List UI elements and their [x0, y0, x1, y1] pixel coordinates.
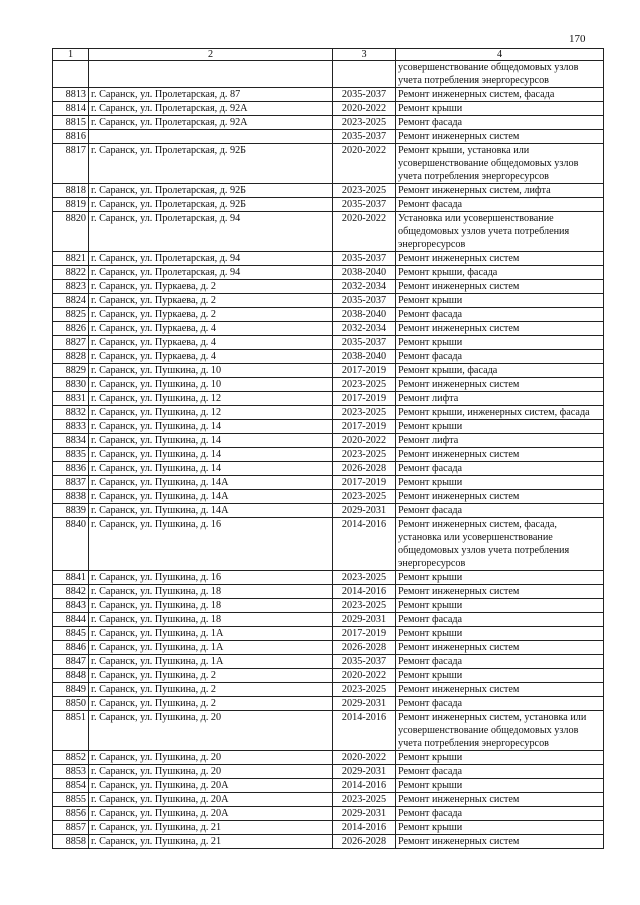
table-row	[53, 434, 604, 448]
period-cell: 2017-2019	[333, 627, 396, 641]
table-row	[53, 821, 604, 835]
period-cell	[333, 61, 396, 88]
period-cell: 2029-2031	[333, 613, 396, 627]
row-number-cell: 8848	[53, 669, 89, 683]
address-cell: г. Саранск, ул. Пушкина, д. 20	[89, 751, 333, 765]
address-cell: г. Саранск, ул. Пушкина, д. 2	[89, 697, 333, 711]
table-row	[53, 793, 604, 807]
period-cell: 2035-2037	[333, 88, 396, 102]
period-cell: 2038-2040	[333, 266, 396, 280]
table-row	[53, 252, 604, 266]
row-number-cell: 8834	[53, 434, 89, 448]
work-type-cell: Ремонт фасада	[396, 504, 604, 518]
table-row	[53, 683, 604, 697]
work-type-cell: Ремонт крыши, фасада	[396, 266, 604, 280]
period-cell: 2026-2028	[333, 835, 396, 849]
table-row	[53, 476, 604, 490]
work-type-cell: Ремонт инженерных систем	[396, 448, 604, 462]
table-row	[53, 88, 604, 102]
address-cell: г. Саранск, ул. Пушкина, д. 10	[89, 364, 333, 378]
table-row	[53, 599, 604, 613]
period-cell: 2035-2037	[333, 130, 396, 144]
table-row	[53, 364, 604, 378]
table-row	[53, 266, 604, 280]
address-cell: г. Саранск, ул. Пролетарская, д. 94	[89, 212, 333, 252]
address-cell: г. Саранск, ул. Пуркаева, д. 4	[89, 336, 333, 350]
address-cell: г. Саранск, ул. Пушкина, д. 14А	[89, 490, 333, 504]
table-row	[53, 779, 604, 793]
table-row	[53, 669, 604, 683]
work-type-cell: Ремонт крыши	[396, 779, 604, 793]
table-row	[53, 336, 604, 350]
address-cell: г. Саранск, ул. Пролетарская, д. 94	[89, 266, 333, 280]
table-row	[53, 518, 604, 571]
address-cell: г. Саранск, ул. Пушкина, д. 21	[89, 821, 333, 835]
period-cell: 2017-2019	[333, 364, 396, 378]
row-number-cell: 8851	[53, 711, 89, 751]
address-cell: г. Саранск, ул. Пушкина, д. 16	[89, 571, 333, 585]
table-row	[53, 102, 604, 116]
row-number-cell: 8847	[53, 655, 89, 669]
row-number-cell: 8823	[53, 280, 89, 294]
address-cell: г. Саранск, ул. Пушкина, д. 10	[89, 378, 333, 392]
row-number-cell: 8855	[53, 793, 89, 807]
period-cell: 2014-2016	[333, 821, 396, 835]
address-cell: г. Саранск, ул. Пушкина, д. 12	[89, 406, 333, 420]
table-row	[53, 406, 604, 420]
row-number-cell: 8813	[53, 88, 89, 102]
period-cell: 2014-2016	[333, 585, 396, 599]
work-type-cell: Ремонт крыши	[396, 571, 604, 585]
address-cell: г. Саранск, ул. Пуркаева, д. 4	[89, 322, 333, 336]
address-cell: г. Саранск, ул. Пушкина, д. 1А	[89, 641, 333, 655]
row-number-cell: 8827	[53, 336, 89, 350]
work-type-cell: Ремонт инженерных систем	[396, 322, 604, 336]
table-row	[53, 280, 604, 294]
period-cell: 2023-2025	[333, 683, 396, 697]
period-cell: 2032-2034	[333, 322, 396, 336]
period-cell: 2014-2016	[333, 711, 396, 751]
period-cell: 2023-2025	[333, 448, 396, 462]
table-row	[53, 655, 604, 669]
work-type-cell: Ремонт инженерных систем, установка или усовершенствование общедомовых узлов учета потребления энергоресурсов	[396, 711, 604, 751]
address-cell: г. Саранск, ул. Пушкина, д. 2	[89, 683, 333, 697]
work-type-cell: Ремонт крыши	[396, 751, 604, 765]
row-number-cell: 8833	[53, 420, 89, 434]
work-type-cell: Ремонт фасада	[396, 198, 604, 212]
table-row	[53, 613, 604, 627]
period-cell: 2014-2016	[333, 779, 396, 793]
period-cell: 2023-2025	[333, 116, 396, 130]
row-number-cell: 8850	[53, 697, 89, 711]
period-cell: 2026-2028	[333, 641, 396, 655]
column-header-1: 1	[53, 49, 89, 61]
table-row	[53, 627, 604, 641]
period-cell: 2023-2025	[333, 793, 396, 807]
period-cell: 2023-2025	[333, 571, 396, 585]
address-cell: г. Саранск, ул. Пушкина, д. 14	[89, 448, 333, 462]
period-cell: 2020-2022	[333, 144, 396, 184]
row-number-cell: 8853	[53, 765, 89, 779]
period-cell: 2035-2037	[333, 294, 396, 308]
period-cell: 2020-2022	[333, 751, 396, 765]
period-cell: 2023-2025	[333, 378, 396, 392]
row-number-cell: 8837	[53, 476, 89, 490]
row-number-cell: 8849	[53, 683, 89, 697]
address-cell: г. Саранск, ул. Пролетарская, д. 92Б	[89, 184, 333, 198]
row-number-cell: 8821	[53, 252, 89, 266]
table-row	[53, 807, 604, 821]
work-type-cell: Ремонт фасада	[396, 613, 604, 627]
address-cell: г. Саранск, ул. Пушкина, д. 2	[89, 669, 333, 683]
row-number-cell	[53, 61, 89, 88]
work-type-cell: Ремонт крыши	[396, 102, 604, 116]
table-row	[53, 751, 604, 765]
address-cell: г. Саранск, ул. Пролетарская, д. 92А	[89, 116, 333, 130]
period-cell: 2029-2031	[333, 504, 396, 518]
row-number-cell: 8838	[53, 490, 89, 504]
row-number-cell: 8831	[53, 392, 89, 406]
table-row	[53, 571, 604, 585]
row-number-cell: 8856	[53, 807, 89, 821]
column-header-3: 3	[333, 49, 396, 61]
row-number-cell: 8820	[53, 212, 89, 252]
address-cell: г. Саранск, ул. Пушкина, д. 14	[89, 462, 333, 476]
table-row	[53, 350, 604, 364]
address-cell: г. Саранск, ул. Пушкина, д. 14	[89, 420, 333, 434]
table-row	[53, 130, 604, 144]
row-number-cell: 8852	[53, 751, 89, 765]
row-number-cell: 8844	[53, 613, 89, 627]
table-row	[53, 448, 604, 462]
work-type-cell: Ремонт фасада	[396, 655, 604, 669]
address-cell: г. Саранск, ул. Пуркаева, д. 2	[89, 280, 333, 294]
period-cell: 2026-2028	[333, 462, 396, 476]
work-type-cell: Ремонт инженерных систем	[396, 683, 604, 697]
row-number-cell: 8817	[53, 144, 89, 184]
period-cell: 2038-2040	[333, 350, 396, 364]
work-type-cell: Ремонт инженерных систем, фасада, установка или усовершенствование общедомовых узлов учета потребления энергоресурсов	[396, 518, 604, 571]
table-row	[53, 116, 604, 130]
period-cell: 2029-2031	[333, 765, 396, 779]
work-type-cell: Ремонт инженерных систем	[396, 130, 604, 144]
work-type-cell: Ремонт фасада	[396, 116, 604, 130]
address-cell: г. Саранск, ул. Пушкина, д. 20А	[89, 779, 333, 793]
address-cell: г. Саранск, ул. Пушкина, д. 1А	[89, 627, 333, 641]
column-number-row	[53, 49, 604, 61]
address-cell: г. Саранск, ул. Пушкина, д. 20	[89, 765, 333, 779]
work-type-cell: Ремонт крыши	[396, 420, 604, 434]
work-type-cell: Установка или усовершенствование общедомовых узлов учета потребления энергоресурсов	[396, 212, 604, 252]
period-cell: 2035-2037	[333, 336, 396, 350]
period-cell: 2023-2025	[333, 599, 396, 613]
work-type-cell: Ремонт лифта	[396, 392, 604, 406]
table-row	[53, 835, 604, 849]
address-cell: г. Саранск, ул. Пушкина, д. 20А	[89, 807, 333, 821]
work-type-cell: Ремонт инженерных систем	[396, 835, 604, 849]
row-number-cell: 8857	[53, 821, 89, 835]
table-row	[53, 462, 604, 476]
row-number-cell: 8845	[53, 627, 89, 641]
address-cell	[89, 61, 333, 88]
work-type-cell: Ремонт крыши, установка или усовершенствование общедомовых узлов учета потребления энергоресурсов	[396, 144, 604, 184]
address-cell: г. Саранск, ул. Пролетарская, д. 92Б	[89, 198, 333, 212]
work-type-cell: Ремонт лифта	[396, 434, 604, 448]
row-number-cell: 8840	[53, 518, 89, 571]
row-number-cell: 8839	[53, 504, 89, 518]
table-row	[53, 212, 604, 252]
table-row	[53, 61, 604, 88]
address-cell: г. Саранск, ул. Пролетарская, д. 92А	[89, 102, 333, 116]
row-number-cell: 8846	[53, 641, 89, 655]
period-cell: 2020-2022	[333, 669, 396, 683]
table-row	[53, 392, 604, 406]
address-cell: г. Саранск, ул. Пушкина, д. 18	[89, 585, 333, 599]
row-number-cell: 8824	[53, 294, 89, 308]
address-cell: г. Саранск, ул. Пушкина, д. 21	[89, 835, 333, 849]
row-number-cell: 8843	[53, 599, 89, 613]
work-type-cell: Ремонт крыши	[396, 599, 604, 613]
period-cell: 2014-2016	[333, 518, 396, 571]
row-number-cell: 8835	[53, 448, 89, 462]
period-cell: 2023-2025	[333, 406, 396, 420]
row-number-cell: 8816	[53, 130, 89, 144]
work-type-cell: Ремонт инженерных систем	[396, 490, 604, 504]
column-header-4: 4	[396, 49, 604, 61]
work-type-cell: Ремонт крыши	[396, 476, 604, 490]
work-type-cell: Ремонт фасада	[396, 462, 604, 476]
period-cell: 2038-2040	[333, 308, 396, 322]
table-row	[53, 198, 604, 212]
address-cell: г. Саранск, ул. Пушкина, д. 20А	[89, 793, 333, 807]
address-cell: г. Саранск, ул. Пушкина, д. 18	[89, 613, 333, 627]
work-type-cell: Ремонт инженерных систем	[396, 793, 604, 807]
table-row	[53, 184, 604, 198]
period-cell: 2023-2025	[333, 490, 396, 504]
period-cell: 2017-2019	[333, 420, 396, 434]
work-type-cell: Ремонт инженерных систем	[396, 252, 604, 266]
row-number-cell: 8836	[53, 462, 89, 476]
period-cell: 2032-2034	[333, 280, 396, 294]
work-type-cell: Ремонт инженерных систем	[396, 585, 604, 599]
work-type-cell: Ремонт крыши	[396, 336, 604, 350]
row-number-cell: 8826	[53, 322, 89, 336]
table-row	[53, 641, 604, 655]
row-number-cell: 8822	[53, 266, 89, 280]
address-cell: г. Саранск, ул. Пушкина, д. 20	[89, 711, 333, 751]
period-cell: 2029-2031	[333, 697, 396, 711]
table-row	[53, 504, 604, 518]
row-number-cell: 8858	[53, 835, 89, 849]
table-row	[53, 144, 604, 184]
table-row	[53, 308, 604, 322]
period-cell: 2020-2022	[333, 434, 396, 448]
period-cell: 2020-2022	[333, 102, 396, 116]
work-type-cell: Ремонт фасада	[396, 308, 604, 322]
work-type-cell: Ремонт фасада	[396, 350, 604, 364]
address-cell: г. Саранск, ул. Пушкина, д. 14А	[89, 504, 333, 518]
work-type-cell: Ремонт крыши, фасада	[396, 364, 604, 378]
table-row	[53, 585, 604, 599]
work-type-cell: Ремонт крыши, инженерных систем, фасада	[396, 406, 604, 420]
address-cell: г. Саранск, ул. Пуркаева, д. 2	[89, 308, 333, 322]
registry-table	[52, 48, 604, 849]
table-row	[53, 420, 604, 434]
row-number-cell: 8819	[53, 198, 89, 212]
address-cell	[89, 130, 333, 144]
table-row	[53, 711, 604, 751]
row-number-cell: 8841	[53, 571, 89, 585]
page-number: 170	[569, 33, 586, 45]
column-header-2: 2	[89, 49, 333, 61]
table-row	[53, 378, 604, 392]
address-cell: г. Саранск, ул. Пуркаева, д. 4	[89, 350, 333, 364]
address-cell: г. Саранск, ул. Пролетарская, д. 92Б	[89, 144, 333, 184]
address-cell: г. Саранск, ул. Пуркаева, д. 2	[89, 294, 333, 308]
row-number-cell: 8842	[53, 585, 89, 599]
work-type-cell: Ремонт инженерных систем	[396, 378, 604, 392]
address-cell: г. Саранск, ул. Пушкина, д. 12	[89, 392, 333, 406]
address-cell: г. Саранск, ул. Пушкина, д. 16	[89, 518, 333, 571]
row-number-cell: 8828	[53, 350, 89, 364]
address-cell: г. Саранск, ул. Пушкина, д. 14	[89, 434, 333, 448]
period-cell: 2023-2025	[333, 184, 396, 198]
table-row	[53, 322, 604, 336]
table-row	[53, 490, 604, 504]
row-number-cell: 8854	[53, 779, 89, 793]
work-type-cell: усовершенствование общедомовых узлов учета потребления энергоресурсов	[396, 61, 604, 88]
row-number-cell: 8814	[53, 102, 89, 116]
row-number-cell: 8825	[53, 308, 89, 322]
address-cell: г. Саранск, ул. Пушкина, д. 1А	[89, 655, 333, 669]
row-number-cell: 8832	[53, 406, 89, 420]
table-row	[53, 294, 604, 308]
row-number-cell: 8818	[53, 184, 89, 198]
work-type-cell: Ремонт фасада	[396, 697, 604, 711]
address-cell: г. Саранск, ул. Пушкина, д. 18	[89, 599, 333, 613]
row-number-cell: 8830	[53, 378, 89, 392]
work-type-cell: Ремонт крыши	[396, 669, 604, 683]
work-type-cell: Ремонт крыши	[396, 627, 604, 641]
work-type-cell: Ремонт крыши	[396, 821, 604, 835]
address-cell: г. Саранск, ул. Пролетарская, д. 94	[89, 252, 333, 266]
period-cell: 2017-2019	[333, 476, 396, 490]
row-number-cell: 8815	[53, 116, 89, 130]
work-type-cell: Ремонт крыши	[396, 294, 604, 308]
work-type-cell: Ремонт инженерных систем, лифта	[396, 184, 604, 198]
table-row	[53, 697, 604, 711]
work-type-cell: Ремонт фасада	[396, 765, 604, 779]
period-cell: 2035-2037	[333, 252, 396, 266]
table-row	[53, 765, 604, 779]
work-type-cell: Ремонт фасада	[396, 807, 604, 821]
period-cell: 2020-2022	[333, 212, 396, 252]
period-cell: 2029-2031	[333, 807, 396, 821]
address-cell: г. Саранск, ул. Пушкина, д. 14А	[89, 476, 333, 490]
work-type-cell: Ремонт инженерных систем	[396, 641, 604, 655]
address-cell: г. Саранск, ул. Пролетарская, д. 87	[89, 88, 333, 102]
work-type-cell: Ремонт инженерных систем	[396, 280, 604, 294]
row-number-cell: 8829	[53, 364, 89, 378]
work-type-cell: Ремонт инженерных систем, фасада	[396, 88, 604, 102]
period-cell: 2035-2037	[333, 655, 396, 669]
period-cell: 2017-2019	[333, 392, 396, 406]
period-cell: 2035-2037	[333, 198, 396, 212]
table-body	[53, 61, 604, 849]
